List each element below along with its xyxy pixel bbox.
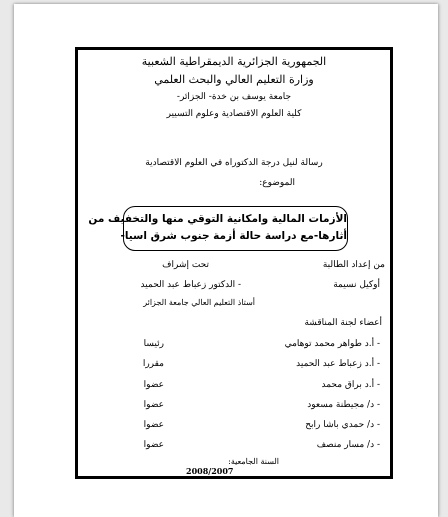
committee-member-name: - د/ مسار منصف	[316, 440, 380, 450]
thesis-title-box	[88, 206, 348, 251]
committee-member-name: - د/ مجيطنة مسعود	[307, 400, 380, 410]
republic-heading: الجمهورية الجزائرية الديمقراطية الشعبية	[141, 55, 327, 68]
supervisor-title: أستاذ التعليم العالي جامعة الجزائر	[143, 298, 255, 307]
page-border-frame	[75, 47, 393, 479]
academic-year-value: 2008/2007	[186, 466, 234, 476]
document-page	[14, 4, 438, 517]
ministry-heading: وزارة التعليم العالي والبحث العلمي	[154, 73, 314, 86]
committee-member-role: مقررا	[142, 359, 164, 369]
committee-member-role: عضوا	[143, 380, 164, 390]
student-label: من إعداد الطالبة	[322, 260, 385, 270]
supervisor-label: تحت إشراف	[162, 260, 209, 270]
committee-member-name: - أ.د زعباط عبد الحميد	[296, 359, 380, 369]
thesis-title-line2: أثارها-مع دراسة حالة أزمة جنوب شرق اسيا-	[120, 230, 347, 242]
subject-label: الموضوع:	[259, 178, 295, 188]
committee-member-role: عضوا	[143, 420, 164, 430]
committee-member-name: - د/ حمدي باشا رابح	[305, 420, 380, 430]
committee-member-role: عضوا	[143, 440, 164, 450]
university-heading: جامعة يوسف بن خدة- الجزائر-	[176, 92, 292, 102]
academic-year-label: السنة الجامعية:	[228, 457, 279, 466]
supervisor-name: - الدكتور زعباط عبد الحميد	[140, 280, 241, 290]
thesis-title-line1: الأزمات المالية وامكانية التوقي منها والتخفيف من	[88, 213, 347, 225]
committee-label: أعضاء لجنة المناقشة	[304, 318, 382, 328]
committee-member-role: رئيسا	[143, 339, 164, 349]
faculty-heading: كلية العلوم الاقتصادية وعلوم التسيير	[166, 109, 302, 119]
student-name: أوكيل نسيمة	[333, 280, 380, 290]
committee-member-role: عضوا	[143, 400, 164, 410]
committee-member-name: - أ.د براق محمد	[321, 380, 380, 390]
thesis-purpose: رسالة لنيل درجة الدكتوراه في العلوم الاقتصادية	[145, 158, 323, 168]
committee-member-name: - أ.د طواهر محمد توهامي	[284, 339, 380, 349]
